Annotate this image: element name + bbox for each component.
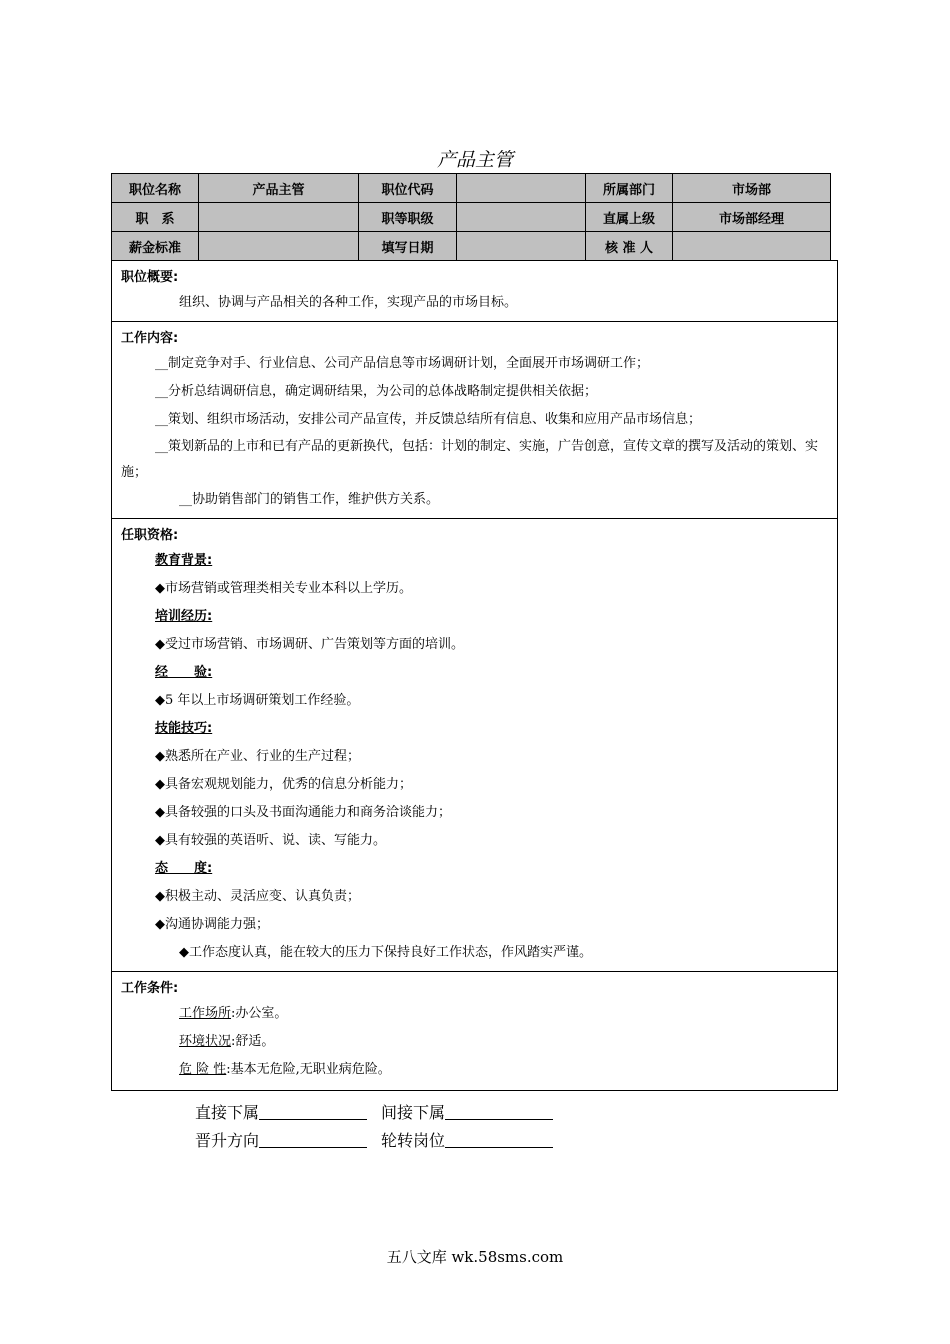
header-value [673, 232, 831, 261]
header-label: 职位名称 [112, 174, 199, 203]
content-box [111, 260, 838, 1091]
list-item: __协助销售部门的销售工作，维护供方关系。 [179, 492, 440, 507]
overview-section [112, 260, 837, 321]
footer-row [195, 1099, 553, 1127]
site-watermark: 五八文库 wk.58sms.com [386, 1248, 564, 1266]
environment-label: 环境状况 [179, 1034, 232, 1049]
header-value [199, 232, 359, 261]
education-label: 教育背景: [155, 553, 213, 568]
header-label: 职等职级 [359, 203, 457, 232]
conditions-section [112, 971, 837, 1091]
promotion-blank[interactable] [259, 1129, 367, 1148]
experience-label: 经 验: [155, 665, 213, 680]
header-label: 填写日期 [359, 232, 457, 261]
indirect-subordinate-label: 间接下属 [381, 1103, 446, 1122]
header-label: 所属部门 [586, 174, 673, 203]
header-value [199, 203, 359, 232]
place-label: 工作场所 [179, 1006, 232, 1021]
list-item: ◆市场营销或管理类相关专业本科以上学历。 [155, 581, 412, 596]
section-title: 任职资格: [121, 528, 179, 543]
header-value [457, 203, 586, 232]
condition-place [112, 1000, 837, 1028]
work-section [112, 321, 837, 518]
header-value: 市场部经理 [673, 203, 831, 232]
header-label: 核 准 人 [586, 232, 673, 261]
condition-environment [112, 1028, 837, 1056]
header-value: 产品主管 [199, 174, 359, 203]
promotion-label: 晋升方向 [195, 1131, 260, 1150]
direct-subordinate-blank[interactable] [259, 1101, 367, 1120]
risk-value: :基本无危险,无职业病危险。 [226, 1062, 391, 1077]
training-label: 培训经历: [155, 609, 213, 624]
overview-text: 组织、协调与产品相关的各种工作，实现产品的市场目标。 [179, 295, 518, 310]
header-value: 市场部 [673, 174, 831, 203]
skills-label: 技能技巧: [155, 721, 213, 736]
rotation-blank[interactable] [445, 1129, 553, 1148]
attitude-label: 态 度: [155, 861, 213, 876]
header-row [112, 174, 831, 203]
list-item: __分析总结调研信息，确定调研结果，为公司的总体战略制定提供相关依据； [155, 384, 598, 399]
subordinate-fields [195, 1099, 553, 1155]
header-value [457, 174, 586, 203]
list-item: ◆5 年以上市场调研策划工作经验。 [155, 693, 360, 708]
footer-row [195, 1127, 553, 1155]
header-value [457, 232, 586, 261]
list-item: ◆积极主动、灵活应变、认真负责； [155, 889, 360, 904]
header-label: 职 系 [112, 203, 199, 232]
list-item: __策划、组织市场活动，安排公司产品宣传，并反馈总结所有信息、收集和应用产品市场信息； [155, 412, 702, 427]
list-item: ◆沟通协调能力强； [155, 917, 269, 932]
header-label: 职位代码 [359, 174, 457, 203]
header-label: 薪金标准 [112, 232, 199, 261]
risk-label: 危 险 性 [179, 1062, 227, 1077]
rotation-label: 轮转岗位 [381, 1131, 446, 1150]
list-item: ◆具有较强的英语听、说、读、写能力。 [155, 833, 386, 848]
list-item: ◆具备较强的口头及书面沟通能力和商务洽谈能力； [155, 805, 451, 820]
page-title: 产品主管 [436, 149, 513, 171]
list-item: ◆熟悉所在产业、行业的生产过程； [155, 749, 360, 764]
section-title: 工作内容: [121, 331, 179, 346]
header-row [112, 232, 831, 261]
header-label: 直属上级 [586, 203, 673, 232]
qualification-section [112, 518, 837, 971]
list-item: __制定竞争对手、行业信息、公司产品信息等市场调研计划，全面展开市场调研工作； [155, 356, 650, 371]
direct-subordinate-label: 直接下属 [195, 1103, 260, 1122]
section-title: 工作条件: [121, 981, 179, 996]
indirect-subordinate-blank[interactable] [445, 1101, 553, 1120]
list-item: ◆受过市场营销、市场调研、广告策划等方面的培训。 [155, 637, 464, 652]
list-item: ◆工作态度认真，能在较大的压力下保持良好工作状态，作风踏实严谨。 [179, 945, 592, 960]
list-item: ◆具备宏观规划能力，优秀的信息分析能力； [155, 777, 412, 792]
environment-value: :舒适。 [231, 1034, 275, 1049]
section-title: 职位概要: [121, 270, 179, 285]
list-item: __策划新品的上市和已有产品的更新换代，包括：计划的制定、实施，广告创意，宣传文章的撰写及活动的策划、实施； [121, 439, 819, 480]
condition-risk [112, 1056, 837, 1084]
header-table [111, 173, 831, 261]
place-value: :办公室。 [231, 1006, 288, 1021]
header-row [112, 203, 831, 232]
